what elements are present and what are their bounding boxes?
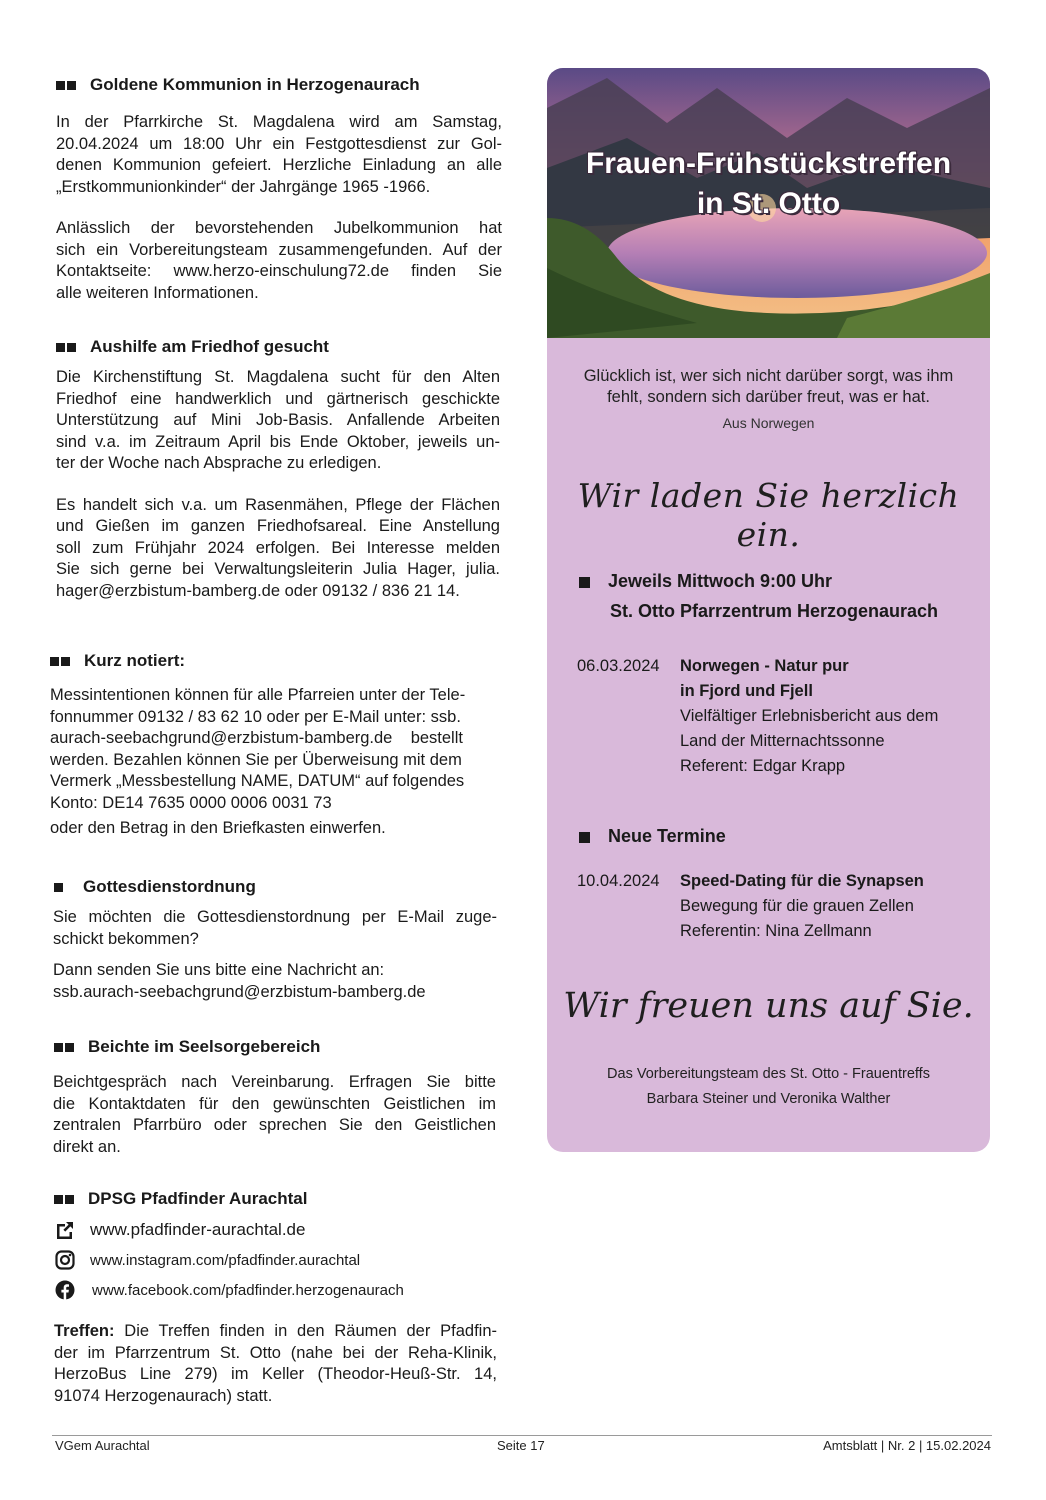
facebook-link[interactable]: www.facebook.com/pfadfinder.herzogenaurach (92, 1281, 404, 1299)
section-kurz-notiert (50, 650, 502, 840)
paragraph: Die Kirchenstiftung St. Magdalena sucht für den Alten Friedhof eine handwerklich und gärtnerisch geschickte Unterstützung auf Mini Job-Basis. Anfallende Arbeiten sind v.a. im Zeitraum April bis Ende Oktober, jeweils un- ter der Woche nach Absprache zu erledigen. (56, 368, 500, 472)
paragraph: Sie möchten die Gottesdienstordnung per E-Mail zuge- schickt bekommen? (53, 908, 497, 948)
section-gottesdienstordnung (50, 876, 502, 1003)
paragraph: Dann senden Sie uns bitte eine Nachricht an: ssb.aurach-seebachgrund@erzbistum-bamberg.de (53, 961, 426, 1001)
new-dates-heading: Neue Termine (579, 821, 726, 851)
invitation-script: Wir laden Sie herzlich ein. (577, 476, 960, 554)
event-card (547, 68, 990, 1152)
section-beichte (50, 1036, 502, 1158)
quote-text: Glücklich ist, wer sich nicht darüber sorgt, was ihm fehlt, sondern sich darüber freut, was er hat. (583, 367, 954, 406)
event-details: Norwegen - Natur pur in Fjord und Fjell Vielfältiger Erlebnisbericht aus dem Land der Mitternachtssonne Referent: Edgar Krapp (680, 657, 939, 775)
external-link-icon (54, 1219, 76, 1241)
section-heading: Goldene Kommunion in Herzogenaurach (50, 74, 502, 96)
paragraph: Treffen: Die Treffen finden in den Räumen der Pfadfin- der im Pfarrzentrum St. Otto (nahe bei der Reha-Klinik, HerzoBus Line 279) im Keller (Theodor-Heuß-Str. 14, 91074 Herzogenaurach) statt. (54, 1322, 497, 1405)
bullet-icon (50, 657, 70, 666)
card-title: Frauen-Frühstückstreffen in St. Otto (585, 147, 952, 220)
section-heading: Kurz notiert: (50, 650, 502, 672)
section-heading: Beichte im Seelsorgebereich (50, 1036, 502, 1058)
event-date: 10.04.2024 (577, 872, 660, 890)
instagram-link[interactable]: www.instagram.com/pfadfinder.aurachtal (90, 1251, 361, 1269)
footer-issue: Amtsblatt | Nr. 2 | 15.02.2024 (823, 1438, 991, 1453)
schedule-heading: Jeweils Mittwoch 9:00 Uhr (579, 566, 832, 596)
schedule-location: St. Otto Pfarrzentrum Herzogenaurach (610, 601, 939, 621)
facebook-icon (54, 1279, 76, 1301)
bullet-icon (579, 832, 590, 843)
bullet-icon (579, 577, 590, 588)
instagram-icon (54, 1249, 76, 1271)
event-details: Speed-Dating für die Synapsen Bewegung für die grauen Zellen Referentin: Nina Zellmann (680, 872, 924, 940)
facebook-link-row[interactable] (50, 1279, 502, 1301)
section-goldene-kommunion (50, 74, 502, 304)
paragraph: Messintentionen können für alle Pfarreien unter der Tele- fonnummer 09132 / 83 62 10 oder per E-Mail unter: ssb. aurach-seebachgrund@erzbistum-bamberg.de bestellt werden. Bezahlen können Sie per Überweisung mit dem Vermerk „Messbestellung NAME, DATUM“ auf folgendes Konto: DE14 7635 0000 0006 0031 73 oder den Betrag in den Briefkasten einwerfen. (50, 686, 466, 837)
section-heading: DPSG Pfadfinder Aurachtal (50, 1188, 502, 1210)
fjord-sunset-image (547, 68, 990, 338)
paragraph: Es handelt sich v.a. um Rasenmähen, Pflege der Flächen und Gießen im ganzen Friedhofsareal. Eine Anstellung soll zum Frühjahr 2024 erfolgen. Bei Interesse melden Sie sich gerne bei Verwaltungsleiterin Julia Hager, julia. hager@erzbistum-bamberg.de oder 09132 / 836 21 14. (56, 495, 500, 600)
website-link-row[interactable] (50, 1219, 502, 1241)
organizer-team: Das Vorbereitungsteam des St. Otto - Frauentreffs Barbara Steiner und Veronika Walther (607, 1066, 930, 1107)
bullet-icon (56, 343, 76, 352)
website-link[interactable]: www.pfadfinder-aurachtal.de (90, 1220, 306, 1239)
event-date: 06.03.2024 (577, 657, 660, 675)
footer-divider (52, 1435, 992, 1436)
section-heading: Aushilfe am Friedhof gesucht (50, 336, 502, 358)
bullet-icon (56, 81, 76, 90)
paragraph: Beichtgespräch nach Vereinbarung. Erfragen Sie bitte die Kontaktdaten für den gewünschten Geistlichen im zentralen Pfarrbüro oder sprechen Sie den Geistlichen direkt an. (53, 1073, 496, 1156)
page-number: Seite 17 (497, 1438, 545, 1453)
quote-source: Aus Norwegen (722, 415, 815, 431)
bullet-icon (54, 1043, 74, 1052)
closing-script: Wir freuen uns auf Sie. (563, 986, 974, 1026)
paragraph: In der Pfarrkirche St. Magdalena wird am Samstag, 20.04.2024 um 18:00 Uhr ein Festgottesdienst zur Gol- denen Kommunion gefeiert. Herzliche Einladung an alle „Erstkommunionkinder“ der Jahrgänge 1965 -1966. (56, 113, 502, 196)
bullet-icon (54, 883, 63, 892)
section-dpsg (50, 1188, 502, 1407)
instagram-link-row[interactable] (50, 1249, 502, 1271)
footer-publisher: VGem Aurachtal (55, 1438, 150, 1453)
bullet-icon (54, 1195, 74, 1204)
section-aushilfe-friedhof (50, 336, 502, 602)
section-heading: Gottesdienstordnung (50, 876, 502, 898)
paragraph: Anlässlich der bevorstehenden Jubelkommunion hat sich ein Vorbereitungsteam zusammengefunden. Auf der Kontaktseite: www.herzo-einschulung72.de finden Sie alle weiteren Informationen. (56, 219, 502, 302)
